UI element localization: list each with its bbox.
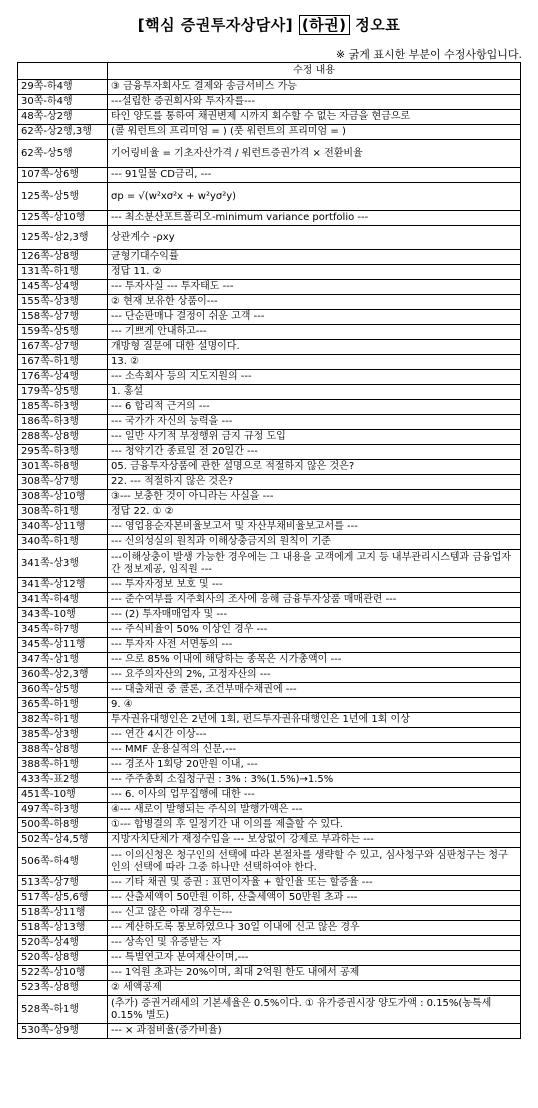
correction-content-cell: --- 대출채권 중 콜론, 조건부매수채권에 --- bbox=[108, 683, 521, 698]
table-row bbox=[18, 638, 521, 653]
errata-note: ※ 굵게 표시한 부분이 수정사항입니다. bbox=[335, 48, 522, 61]
correction-content-cell: ---이해상충이 발생 가능한 경우에는 그 내용을 고객에게 고지 등 내부관리시스템과 금융업자 간 정보제공, 임직원 --- bbox=[108, 550, 521, 578]
correction-content-cell: --- 주주총회 소집청구권 : 3% : 3%(1.5%)→1.5% bbox=[108, 773, 521, 788]
correction-content-cell: --- 단순판매나 결정이 쉬운 고객 --- bbox=[108, 310, 521, 325]
correction-content-cell: ④--- 새로이 발행되는 주식의 발행가액은 --- bbox=[108, 803, 521, 818]
correction-content-cell: --- 투자자정보 보호 및 --- bbox=[108, 578, 521, 593]
page-location-cell: 308쪽-상10행 bbox=[18, 490, 108, 505]
table-row bbox=[18, 921, 521, 936]
table-row bbox=[18, 310, 521, 325]
table-row bbox=[18, 265, 521, 280]
page-location-cell: 126쪽-상8행 bbox=[18, 250, 108, 265]
table-row bbox=[18, 623, 521, 638]
table-row bbox=[18, 168, 521, 183]
table-row bbox=[18, 415, 521, 430]
header-content-cell: 수정 내용 bbox=[108, 63, 521, 80]
correction-content-cell: --- 일반 사기적 부정행위 금지 규정 도입 bbox=[108, 430, 521, 445]
page-location-cell: 506쪽-하4행 bbox=[18, 848, 108, 876]
table-row bbox=[18, 848, 521, 876]
table-row bbox=[18, 430, 521, 445]
table-row bbox=[18, 140, 521, 168]
table-header-row bbox=[18, 63, 521, 80]
page-location-cell: 301쪽-하8행 bbox=[18, 460, 108, 475]
page-location-cell: 385쪽-상3행 bbox=[18, 728, 108, 743]
correction-content-cell: --- 영업용순자본비율보고서 및 자산부채비율보고서를 --- bbox=[108, 520, 521, 535]
table-row bbox=[18, 936, 521, 951]
table-row bbox=[18, 698, 521, 713]
title-volume-box: (하권) bbox=[299, 15, 350, 35]
page-location-cell: 288쪽-상8행 bbox=[18, 430, 108, 445]
page-location-cell: 500쪽-하8행 bbox=[18, 818, 108, 833]
table-row bbox=[18, 981, 521, 996]
correction-content-cell: ② 세액공제 bbox=[108, 981, 521, 996]
correction-content-cell: ② 현재 보유한 상품이--- bbox=[108, 295, 521, 310]
correction-content-cell: 지방자치단체가 재정수입을 --- 보상없이 강제로 부과하는 --- bbox=[108, 833, 521, 848]
correction-content-cell: 기어링비율 = 기초자산가격 / 워런트증권가격 × 전환비율 bbox=[108, 140, 521, 168]
correction-content-cell: --- 계산하도록 통보하였으나 30일 이내에 신고 않은 경우 bbox=[108, 921, 521, 936]
correction-content-cell: --- (2) 투자매매업자 및 --- bbox=[108, 608, 521, 623]
correction-content-cell: --- 연간 4시간 이상--- bbox=[108, 728, 521, 743]
page-location-cell: 48쪽-상2행 bbox=[18, 110, 108, 125]
correction-content-cell: 정답 22. ① ② bbox=[108, 505, 521, 520]
page-location-cell: 159쪽-상5행 bbox=[18, 325, 108, 340]
correction-content-cell: 1. 홍설 bbox=[108, 385, 521, 400]
page-location-cell: 345쪽-하7행 bbox=[18, 623, 108, 638]
page-location-cell: 167쪽-하1행 bbox=[18, 355, 108, 370]
page-location-cell: 360쪽-상5행 bbox=[18, 683, 108, 698]
correction-content-cell: ---설립한 증권회사와 투자자를--- bbox=[108, 95, 521, 110]
table-row bbox=[18, 996, 521, 1024]
table-row bbox=[18, 951, 521, 966]
correction-content-cell: ③ 금융투자회사도 결제와 송금서비스 가능 bbox=[108, 80, 521, 95]
page-location-cell: 341쪽-하4행 bbox=[18, 593, 108, 608]
table-row bbox=[18, 608, 521, 623]
page-location-cell: 517쪽-상5,6행 bbox=[18, 891, 108, 906]
correction-content-cell: ③--- 보충한 것이 아니라는 사실을 --- bbox=[108, 490, 521, 505]
correction-content-cell: --- 으로 85% 이내에 해당하는 종목은 시가총액이 --- bbox=[108, 653, 521, 668]
page-location-cell: 343쪽-10행 bbox=[18, 608, 108, 623]
page-location-cell: 295쪽-하3행 bbox=[18, 445, 108, 460]
page-location-cell: 185쪽-하3행 bbox=[18, 400, 108, 415]
correction-content-cell: --- 상속인 및 유증받는 자 bbox=[108, 936, 521, 951]
correction-content-cell: --- 국가가 자신의 능력을 --- bbox=[108, 415, 521, 430]
page-location-cell: 365쪽-하1행 bbox=[18, 698, 108, 713]
page-location-cell: 62쪽-상2행,3행 bbox=[18, 125, 108, 140]
correction-content-cell: --- 경조사 1회당 20만원 이내, --- bbox=[108, 758, 521, 773]
page-location-cell: 347쪽-상1행 bbox=[18, 653, 108, 668]
table-row bbox=[18, 773, 521, 788]
table-row bbox=[18, 475, 521, 490]
page-location-cell: 382쪽-하1행 bbox=[18, 713, 108, 728]
table-row bbox=[18, 876, 521, 891]
correction-content-cell: 정답 11. ② bbox=[108, 265, 521, 280]
correction-content-cell: 22. --- 적절하지 않은 것은? bbox=[108, 475, 521, 490]
page-location-cell: 523쪽-상8행 bbox=[18, 981, 108, 996]
table-row bbox=[18, 250, 521, 265]
correction-content-cell: --- MMF 운용실적의 신문,--- bbox=[108, 743, 521, 758]
title-prefix: [핵심 증권투자상담사] bbox=[137, 16, 294, 34]
page-location-cell: 388쪽-상8행 bbox=[18, 743, 108, 758]
correction-content-cell: σp = √(w²xσ²x + w²yσ²y) bbox=[108, 183, 521, 211]
table-row bbox=[18, 818, 521, 833]
page-location-cell: 30쪽-하4행 bbox=[18, 95, 108, 110]
table-row bbox=[18, 683, 521, 698]
table-row bbox=[18, 280, 521, 295]
correction-content-cell: --- 6 합리적 근거의 --- bbox=[108, 400, 521, 415]
table-row bbox=[18, 668, 521, 683]
table-row bbox=[18, 490, 521, 505]
table-row bbox=[18, 1024, 521, 1039]
table-row bbox=[18, 211, 521, 226]
correction-content-cell: --- 특별연고자 분여재산이며,--- bbox=[108, 951, 521, 966]
correction-content-cell: ①--- 합병결의 후 일정기간 내 이의를 제출할 수 있다. bbox=[108, 818, 521, 833]
table-row bbox=[18, 80, 521, 95]
page-location-cell: 502쪽-상4,5행 bbox=[18, 833, 108, 848]
correction-content-cell: --- 주식비율이 50% 이상인 경우 --- bbox=[108, 623, 521, 638]
page-location-cell: 530쪽-상9행 bbox=[18, 1024, 108, 1039]
page-location-cell: 340쪽-상11행 bbox=[18, 520, 108, 535]
page-location-cell: 341쪽-상12행 bbox=[18, 578, 108, 593]
correction-content-cell: 05. 금융투자상품에 관한 설명으로 적절하지 않은 것은? bbox=[108, 460, 521, 475]
page-location-cell: 360쪽-상2,3행 bbox=[18, 668, 108, 683]
page-location-cell: 158쪽-상7행 bbox=[18, 310, 108, 325]
table-row bbox=[18, 728, 521, 743]
page-location-cell: 186쪽-하3행 bbox=[18, 415, 108, 430]
table-row bbox=[18, 125, 521, 140]
page-location-cell: 520쪽-상4행 bbox=[18, 936, 108, 951]
page-location-cell: 528쪽-하1행 bbox=[18, 996, 108, 1024]
table-row bbox=[18, 95, 521, 110]
page-location-cell: 62쪽-상5행 bbox=[18, 140, 108, 168]
table-row bbox=[18, 460, 521, 475]
table-row bbox=[18, 788, 521, 803]
page-location-cell: 341쪽-상3행 bbox=[18, 550, 108, 578]
page-location-cell: 179쪽-상5행 bbox=[18, 385, 108, 400]
correction-content-cell: 타인 양도를 통하여 채권변제 시까지 회수할 수 없는 자금을 현금으로 bbox=[108, 110, 521, 125]
page-location-cell: 145쪽-상4행 bbox=[18, 280, 108, 295]
page-location-cell: 513쪽-상7행 bbox=[18, 876, 108, 891]
table-row bbox=[18, 713, 521, 728]
table-row bbox=[18, 535, 521, 550]
correction-content-cell: --- 최소분산포트폴리오-minimum variance portfolio --- bbox=[108, 211, 521, 226]
page-location-cell: 433쪽-표2행 bbox=[18, 773, 108, 788]
page-location-cell: 497쪽-하3행 bbox=[18, 803, 108, 818]
table-row bbox=[18, 370, 521, 385]
page-location-cell: 125쪽-상2,3행 bbox=[18, 226, 108, 250]
page-location-cell: 520쪽-상8행 bbox=[18, 951, 108, 966]
table-row bbox=[18, 966, 521, 981]
title-suffix: 정오표 bbox=[355, 16, 401, 34]
page-location-cell: 125쪽-상5행 bbox=[18, 183, 108, 211]
table-row bbox=[18, 295, 521, 310]
correction-content-cell: --- 기쁘게 안내하고--- bbox=[108, 325, 521, 340]
page-location-cell: 308쪽-상7행 bbox=[18, 475, 108, 490]
table-row bbox=[18, 183, 521, 211]
correction-content-cell: --- 투자자 사전 서면동의 --- bbox=[108, 638, 521, 653]
correction-content-cell: (추가) 증권거래세의 기본세율은 0.5%이다. ① 유가증권시장 양도가액 : 0.15%(농특세 0.15% 별도) bbox=[108, 996, 521, 1024]
page-location-cell: 518쪽-상13행 bbox=[18, 921, 108, 936]
table-row bbox=[18, 803, 521, 818]
page-location-cell: 125쪽-상10행 bbox=[18, 211, 108, 226]
table-row bbox=[18, 743, 521, 758]
table-row bbox=[18, 653, 521, 668]
page-location-cell: 451쪽-10행 bbox=[18, 788, 108, 803]
table-row bbox=[18, 385, 521, 400]
page-location-cell: 518쪽-상11행 bbox=[18, 906, 108, 921]
table-row bbox=[18, 325, 521, 340]
table-row bbox=[18, 445, 521, 460]
table-row bbox=[18, 550, 521, 578]
correction-content-cell: --- 기타 채권 및 증권 : 표면이자율 + 할인율 또는 할증율 --- bbox=[108, 876, 521, 891]
correction-content-cell: --- 소속회사 등의 지도지원의 --- bbox=[108, 370, 521, 385]
table-row bbox=[18, 758, 521, 773]
table-row bbox=[18, 906, 521, 921]
page-location-cell: 340쪽-하1행 bbox=[18, 535, 108, 550]
table-row bbox=[18, 505, 521, 520]
page-location-cell: 176쪽-상4행 bbox=[18, 370, 108, 385]
table-row bbox=[18, 833, 521, 848]
correction-content-cell: (콜 워런트의 프리미엄 = ) (풋 워런트의 프리미엄 = ) bbox=[108, 125, 521, 140]
page-location-cell: 388쪽-하1행 bbox=[18, 758, 108, 773]
correction-content-cell: 투자권유대행인은 2년에 1회, 펀드투자권유대행인은 1년에 1회 이상 bbox=[108, 713, 521, 728]
document-title bbox=[0, 14, 538, 35]
correction-content-cell: --- 투자사실 --- 투자태도 --- bbox=[108, 280, 521, 295]
table-row bbox=[18, 520, 521, 535]
page-location-cell: 155쪽-상3행 bbox=[18, 295, 108, 310]
correction-content-cell: 균형기대수익률 bbox=[108, 250, 521, 265]
correction-content-cell: --- 신의성실의 원칙과 이해상충금지의 원칙이 기준 bbox=[108, 535, 521, 550]
page-location-cell: 345쪽-상11행 bbox=[18, 638, 108, 653]
table-row bbox=[18, 110, 521, 125]
correction-content-cell: 개방형 질문에 대한 설명이다. bbox=[108, 340, 521, 355]
correction-content-cell: --- 6. 이사의 업무집행에 대한 --- bbox=[108, 788, 521, 803]
correction-content-cell: 상관계수 -ρxy bbox=[108, 226, 521, 250]
table-row bbox=[18, 400, 521, 415]
correction-content-cell: --- 91일물 CD금리, --- bbox=[108, 168, 521, 183]
table-row bbox=[18, 891, 521, 906]
table-row bbox=[18, 226, 521, 250]
table-row bbox=[18, 593, 521, 608]
correction-content-cell: --- 1억원 초과는 20%이며, 최대 2억원 한도 내에서 공제 bbox=[108, 966, 521, 981]
correction-content-cell: 13. ② bbox=[108, 355, 521, 370]
page-location-cell: 107쪽-상6행 bbox=[18, 168, 108, 183]
table-row bbox=[18, 340, 521, 355]
page-location-cell: 29쪽-하4행 bbox=[18, 80, 108, 95]
errata-table bbox=[17, 62, 521, 1039]
correction-content-cell: --- 청약기간 종료일 전 20일간 --- bbox=[108, 445, 521, 460]
page-location-cell: 308쪽-하1행 bbox=[18, 505, 108, 520]
table-row bbox=[18, 578, 521, 593]
table-row bbox=[18, 355, 521, 370]
correction-content-cell: 9. ④ bbox=[108, 698, 521, 713]
correction-content-cell: --- 산출세액이 50만원 이하, 산출세액이 50만원 초과 --- bbox=[108, 891, 521, 906]
page-location-cell: 167쪽-상7행 bbox=[18, 340, 108, 355]
header-page-cell bbox=[18, 63, 108, 80]
page-location-cell: 131쪽-하1행 bbox=[18, 265, 108, 280]
page-location-cell: 522쪽-상10행 bbox=[18, 966, 108, 981]
correction-content-cell: --- 준수여부를 지주회사의 조사에 응해 금융투자상품 매매관련 --- bbox=[108, 593, 521, 608]
correction-content-cell: --- × 과점비율(증가비율) bbox=[108, 1024, 521, 1039]
correction-content-cell: --- 이의신청은 청구인의 선택에 따라 본절차를 생략할 수 있고, 심사청구와 심판청구는 청구인의 선택에 따라 그중 하나만 선택하여야 한다. bbox=[108, 848, 521, 876]
correction-content-cell: --- 신고 않은 아래 경우는--- bbox=[108, 906, 521, 921]
correction-content-cell: --- 요주의자산의 2%, 고정자산의 --- bbox=[108, 668, 521, 683]
